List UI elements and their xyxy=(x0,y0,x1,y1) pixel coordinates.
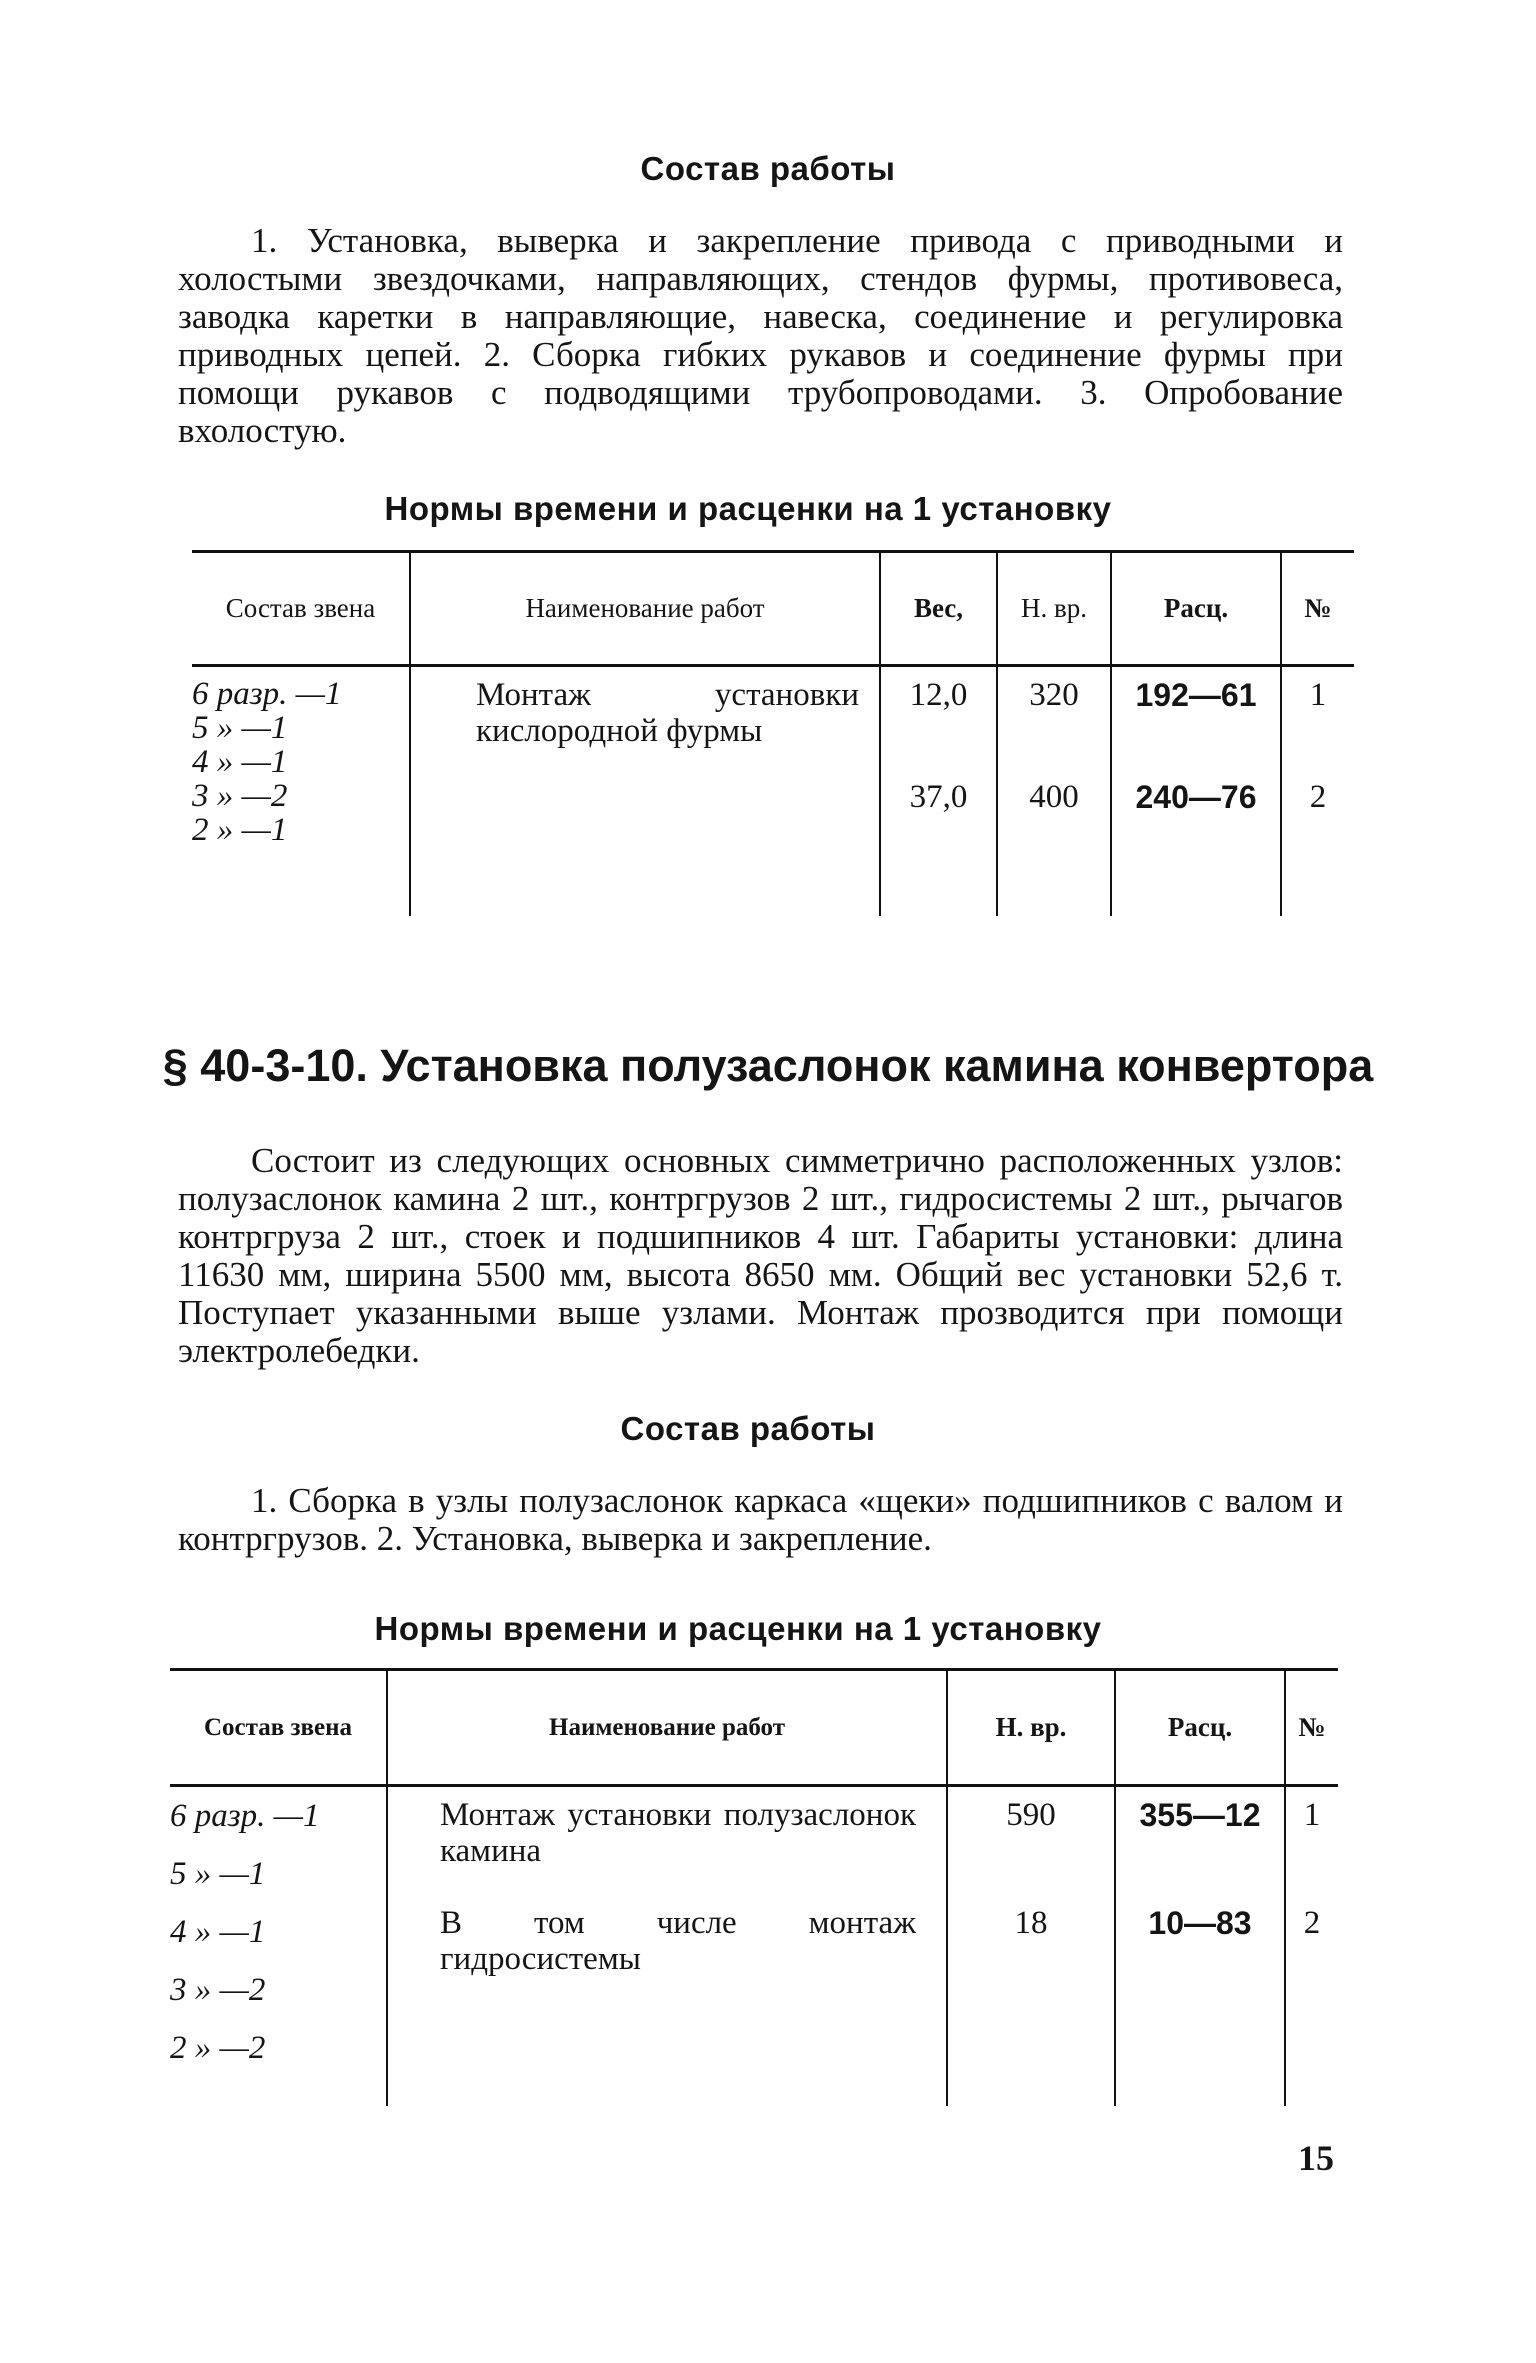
number-cell xyxy=(1285,1786,1338,2106)
table-title: Нормы времени и расценки на 1 установку xyxy=(374,1610,1102,1647)
section-heading-work-composition: Состав работы xyxy=(620,1410,876,1447)
weight-value: 12,0 xyxy=(909,677,968,713)
rate-value: 10—83 xyxy=(1148,1905,1252,1941)
time-norm-cell xyxy=(947,1786,1115,2106)
crew-composition xyxy=(170,1786,387,2106)
section-heading-work-composition: Состав работы xyxy=(640,150,896,187)
time-norm-value: 590 xyxy=(1006,1797,1056,1833)
work-name: В том числе монтаж гидросистемы xyxy=(440,1905,916,1977)
crew-line: 3 » —2 xyxy=(170,1972,266,2008)
work-composition-paragraph: 1. Установка, выверка и закрепление привода с приводными и холостыми звездочками, направляющих, стендов фурмы, противовеса, заводка каретки в направляющие, навеска, соединение и регулировка приводных цепей. 2. Сборка гибких рукавов и соединение фурмы при помощи рукавов с подводящими трубопроводами. 3. Опробование вхолостую. xyxy=(178,221,1343,450)
crew-line: 2 » —2 xyxy=(170,2030,266,2066)
work-composition-paragraph: 1. Сборка в узлы полузаслонок каркаса «щеки» подшипников с валом и контргрузов. 2. Установка, выверка и закрепление. xyxy=(178,1481,1343,1558)
norms-table-1 xyxy=(192,550,1354,916)
work-name-cell xyxy=(387,1786,947,2106)
header-time-norm: Н. вр. xyxy=(947,1670,1115,1786)
header-time-norm: Н. вр. xyxy=(997,552,1111,666)
crew-line: 4 » —1 xyxy=(170,1914,266,1950)
rate-value: 240—76 xyxy=(1135,779,1257,815)
header-rate: Расц. xyxy=(1115,1670,1285,1786)
weight-cell xyxy=(880,666,997,916)
header-number: № xyxy=(1281,552,1354,666)
header-crew: Состав звена xyxy=(192,552,410,666)
number-cell xyxy=(1281,666,1354,916)
header-number: № xyxy=(1285,1670,1338,1786)
time-norm-value: 320 xyxy=(1029,677,1079,713)
norms-table-2 xyxy=(170,1668,1338,2106)
header-rate: Расц. xyxy=(1111,552,1281,666)
crew-line: 5 » —1 xyxy=(170,1856,266,1892)
crew-line: 6 разр. —1 xyxy=(170,1798,320,1834)
row-number: 1 xyxy=(1303,1797,1321,1833)
page-number: 15 xyxy=(1298,2138,1334,2178)
time-norm-value: 400 xyxy=(1029,779,1079,815)
time-norm-value: 18 xyxy=(1014,1905,1048,1941)
weight-value: 37,0 xyxy=(909,779,968,815)
header-work-name: Наименование работ xyxy=(410,552,880,666)
row-number: 2 xyxy=(1303,1905,1321,1941)
row-number: 1 xyxy=(1309,677,1327,713)
crew-line: 6 разр. —1 xyxy=(192,676,342,712)
header-crew: Состав звена xyxy=(170,1670,387,1786)
crew-composition xyxy=(192,666,410,916)
work-name: Монтаж установки полузаслонок камина xyxy=(440,1797,916,1869)
header-work-name: Наименование работ xyxy=(387,1670,947,1786)
rate-cell xyxy=(1111,666,1281,916)
section-title: § 40-3-10. Установка полузаслонок камина конвертора xyxy=(162,1040,1374,1091)
crew-line: 2 » —1 xyxy=(192,812,288,848)
crew-line: 5 » —1 xyxy=(192,710,288,746)
row-number: 2 xyxy=(1309,779,1327,815)
rate-cell xyxy=(1115,1786,1285,2106)
time-norm-cell xyxy=(997,666,1111,916)
crew-line: 4 » —1 xyxy=(192,744,288,780)
section-intro-paragraph: Состоит из следующих основных симметрично расположенных узлов: полузаслонок камина 2 шт., контргрузов 2 шт., гидросистемы 2 шт., рычагов контргруза 2 шт., стоек и подшипников 4 шт. Габариты установки: длина 11630 мм, ширина 5500 мм, высота 8650 мм. Общий вес установки 52,6 т. Поступает указанными выше узлами. Монтаж прозводится при помощи электролебедки. xyxy=(178,1141,1343,1370)
work-name: Монтаж установки кислородной фурмы xyxy=(410,666,880,916)
header-weight: Вес, xyxy=(880,552,997,666)
crew-line: 3 » —2 xyxy=(192,778,288,814)
rate-value: 355—12 xyxy=(1139,1797,1261,1833)
rate-value: 192—61 xyxy=(1135,677,1257,713)
table-title: Нормы времени и расценки на 1 установку xyxy=(384,490,1112,527)
